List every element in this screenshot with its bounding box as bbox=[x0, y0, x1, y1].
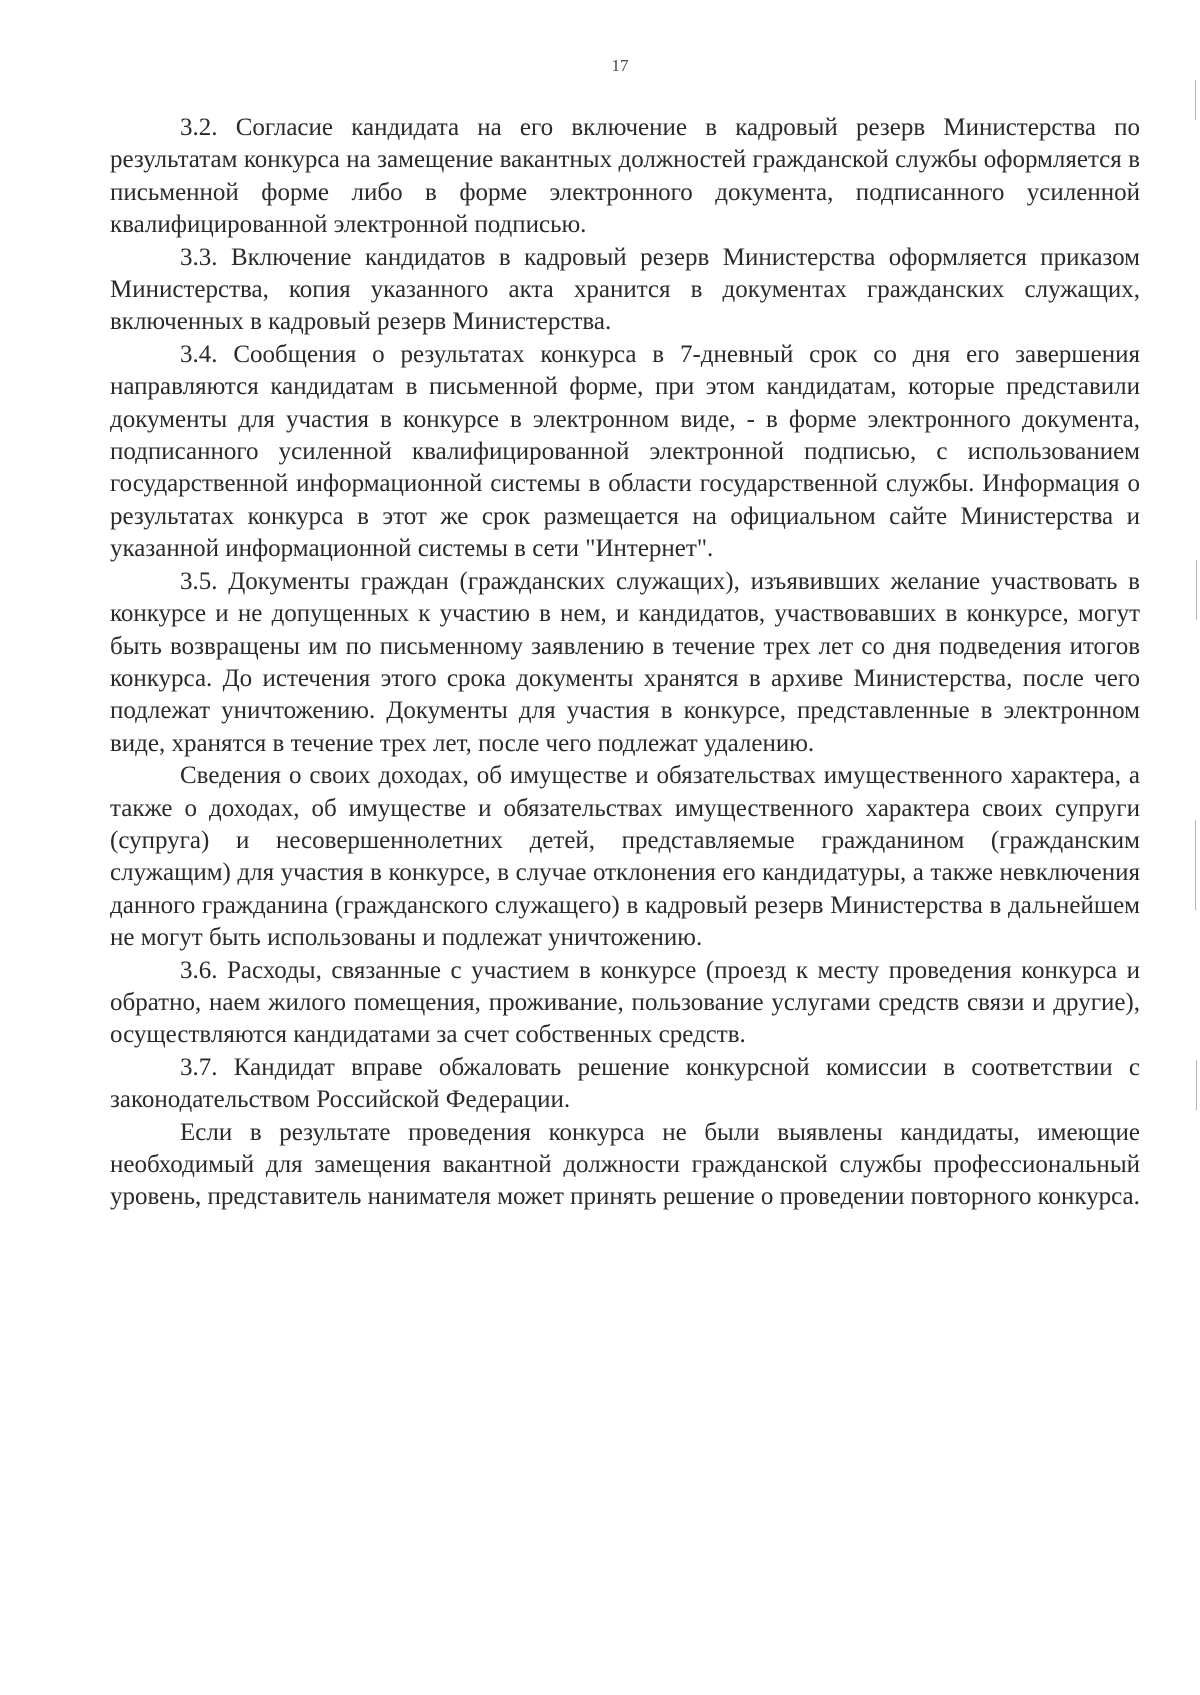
scan-edge-mark bbox=[1195, 820, 1196, 910]
document-body bbox=[110, 112, 1140, 1214]
paragraph-3-5: 3.5. Документы граждан (гражданских служащих), изъявивших желание участвовать в конкурсе и не допущенных к участию в нем, и кандидатов, участвовавших в конкурсе, могут быть возвращены им по письменному заявлению в течение трех лет со дня подведения итогов конкурса. До истечения этого срока документы хранятся в архиве Министерства, после чего подлежат уничтожению. Документы для участия в конкурсе, представленные в электронном виде, хранятся в течение трех лет, после чего подлежат удалению. bbox=[110, 567, 1140, 757]
paragraph-repeat-contest: Если в результате проведения конкурса не были выявлены кандидаты, имеющие необходимый для замещения вакантной должности гражданской службы профессиональный уровень, представитель нанимателя может принять решение о проведении повторного конкурса. bbox=[110, 1118, 1140, 1211]
paragraph-3-7: 3.7. Кандидат вправе обжаловать решение конкурсной комиссии в соответствии с законодательством Российской Федерации. bbox=[110, 1053, 1140, 1114]
paragraph-income-info: Сведения о своих доходах, об имуществе и обязательствах имущественного характера, а также о доходах, об имуществе и обязательствах имущественного характера своих супруги (супруга) и несовершеннолетних детей, представляемые гражданином (гражданским служащим) для участия в конкурсе, в случае отклонения его кандидатуры, а также невключения данного гражданина (гражданского служащего) в кадровый резерв Министерства в дальнейшем не могут быть использованы и подлежат уничтожению. bbox=[110, 762, 1140, 952]
page-number: 17 bbox=[611, 56, 629, 75]
paragraph-3-3: 3.3. Включение кандидатов в кадровый резерв Министерства оформляется приказом Министерства, копия указанного акта хранится в документах гражданских служащих, включенных в кадровый резерв Министерства. bbox=[110, 243, 1140, 336]
scan-edge-mark bbox=[1196, 560, 1197, 620]
scan-edge-mark bbox=[1195, 80, 1196, 120]
scan-edge-mark bbox=[1196, 1060, 1197, 1110]
paragraph-3-4: 3.4. Сообщения о результатах конкурса в 7-дневный срок со дня его завершения направляются кандидатам в письменной форме, при этом кандидатам, которые представили документы для участия в конкурсе в электронном виде, - в форме электронного документа, подписанного усиленной квалифицированной электронной подписью, с использованием государственной информационной системы в области государственной службы. Информация о результатах конкурса в этот же срок размещается на официальном сайте Министерства и указанной информационной системы в сети "Интернет". bbox=[110, 340, 1140, 563]
paragraph-3-6: 3.6. Расходы, связанные с участием в конкурсе (проезд к месту проведения конкурса и обратно, наем жилого помещения, проживание, пользование услугами средств связи и другие), осуществляются кандидатами за счет собственных средств. bbox=[110, 956, 1140, 1049]
paragraph-3-2: 3.2. Согласие кандидата на его включение в кадровый резерв Министерства по результатам конкурса на замещение вакантных должностей гражданской службы оформляется в письменной форме либо в форме электронного документа, подписанного усиленной квалифицированной электронной подписью. bbox=[110, 114, 1140, 239]
